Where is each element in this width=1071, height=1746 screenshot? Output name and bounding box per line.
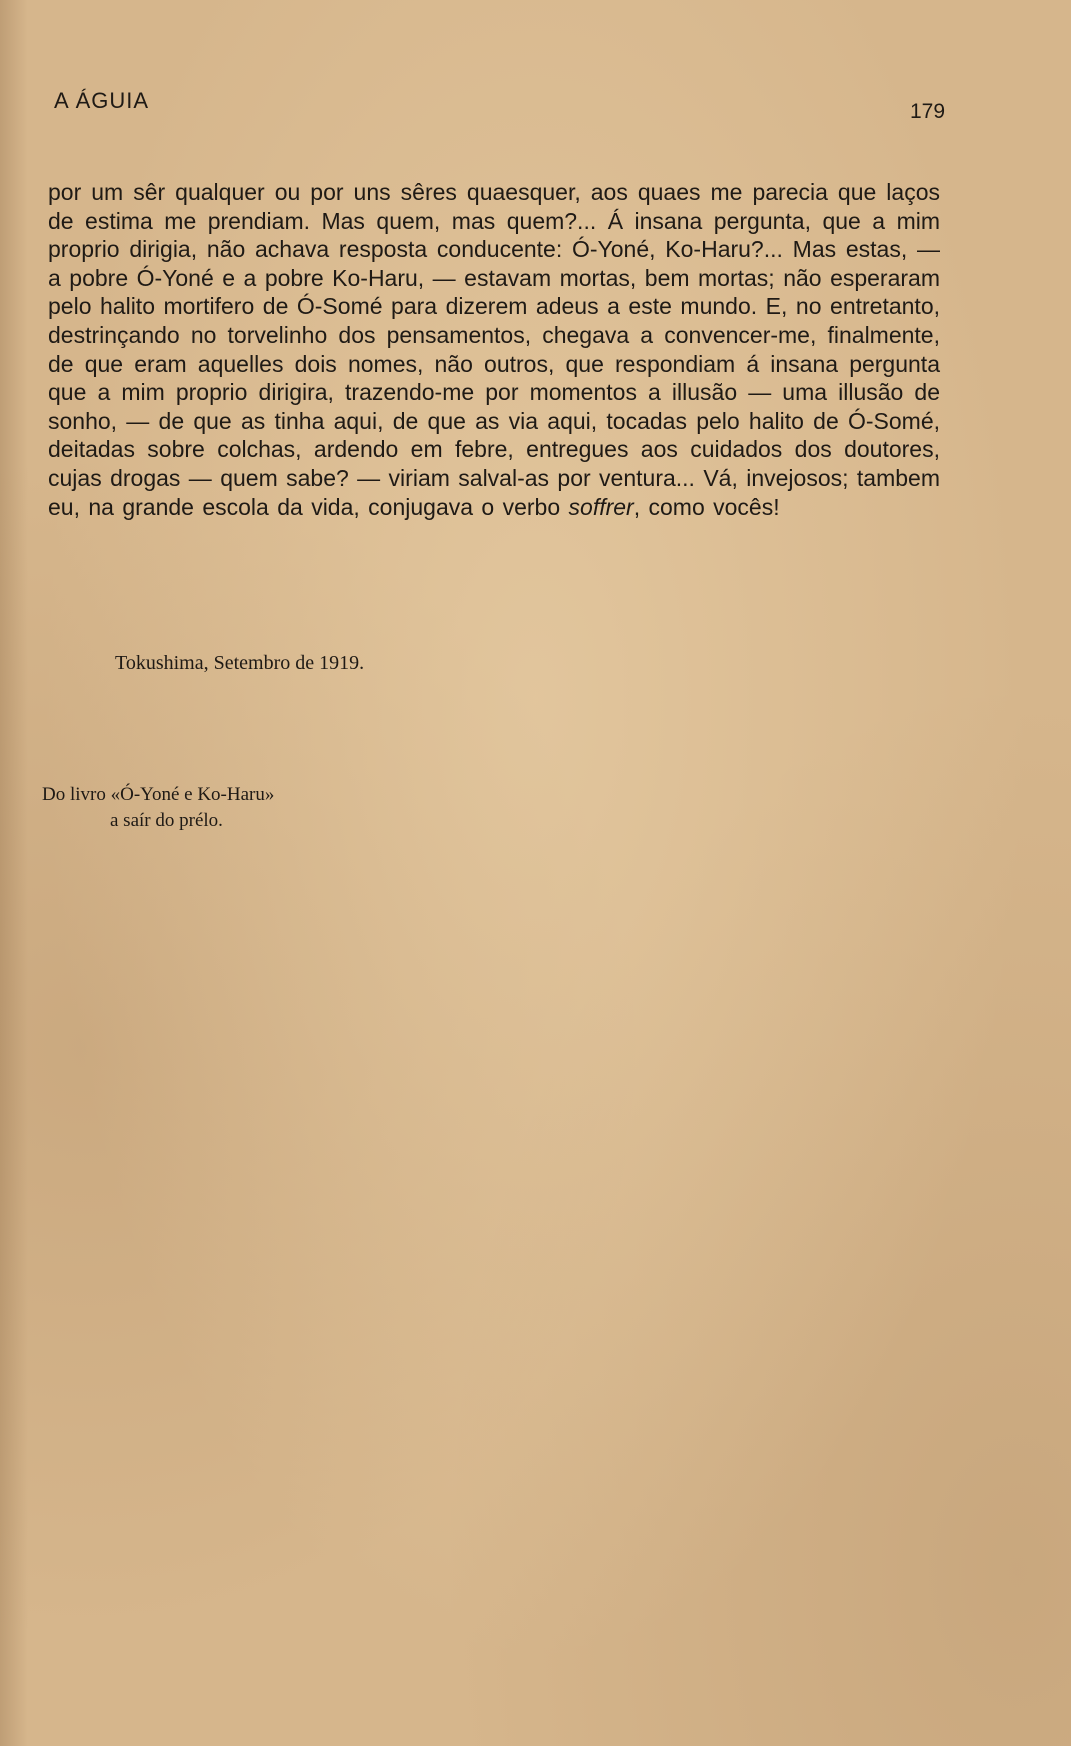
book-note-line-2: a saír do prélo. bbox=[110, 810, 223, 831]
italic-word: soffrer bbox=[568, 493, 634, 520]
dateline: Tokushima, Setembro de 1919. bbox=[115, 652, 365, 674]
body-paragraph bbox=[48, 178, 940, 521]
body-text-main: por um sêr qualquer ou por uns sêres quaesquer, aos quaes me parecia que laços de estima me prendiam. Mas quem, mas quem?... Á insana pergunta, que a mim proprio dirigia, não achava resposta conducente: Ó-Yoné, Ko-Haru?... Mas estas, — a pobre Ó-Yoné e a pobre Ko-Haru, — estavam mortas, bem mortas; não esperaram pelo halito mortifero de Ó-Somé para dizerem adeus a este mundo. E, no entretanto, destrinçando no torvelinho dos pensamentos, chegava a convencer-me, finalmente, de que eram aquelles dois nomes, não outros, que respondiam á insana pergunta que a mim proprio dirigira, trazendo-me por momentos a illusão — uma illusão de sonho, — de que as tinha aqui, de que as via aqui, tocadas pelo halito de Ó-Somé, deitadas sobre colchas, ardendo em febre, entregues aos cuidados dos doutores, cujas drogas — quem sabe? — viriam salval-as por ventura... Vá, invejosos; tambem eu, na grande escola da vida, conjugava o verbo bbox=[48, 179, 940, 520]
book-note bbox=[42, 782, 274, 834]
book-note-line-1: Do livro «Ó-Yoné e Ko-Haru» bbox=[42, 784, 275, 805]
body-text-end: , como vocês! bbox=[633, 493, 780, 520]
page-number: 179 bbox=[910, 100, 946, 123]
running-title: A ÁGUIA bbox=[54, 88, 150, 113]
